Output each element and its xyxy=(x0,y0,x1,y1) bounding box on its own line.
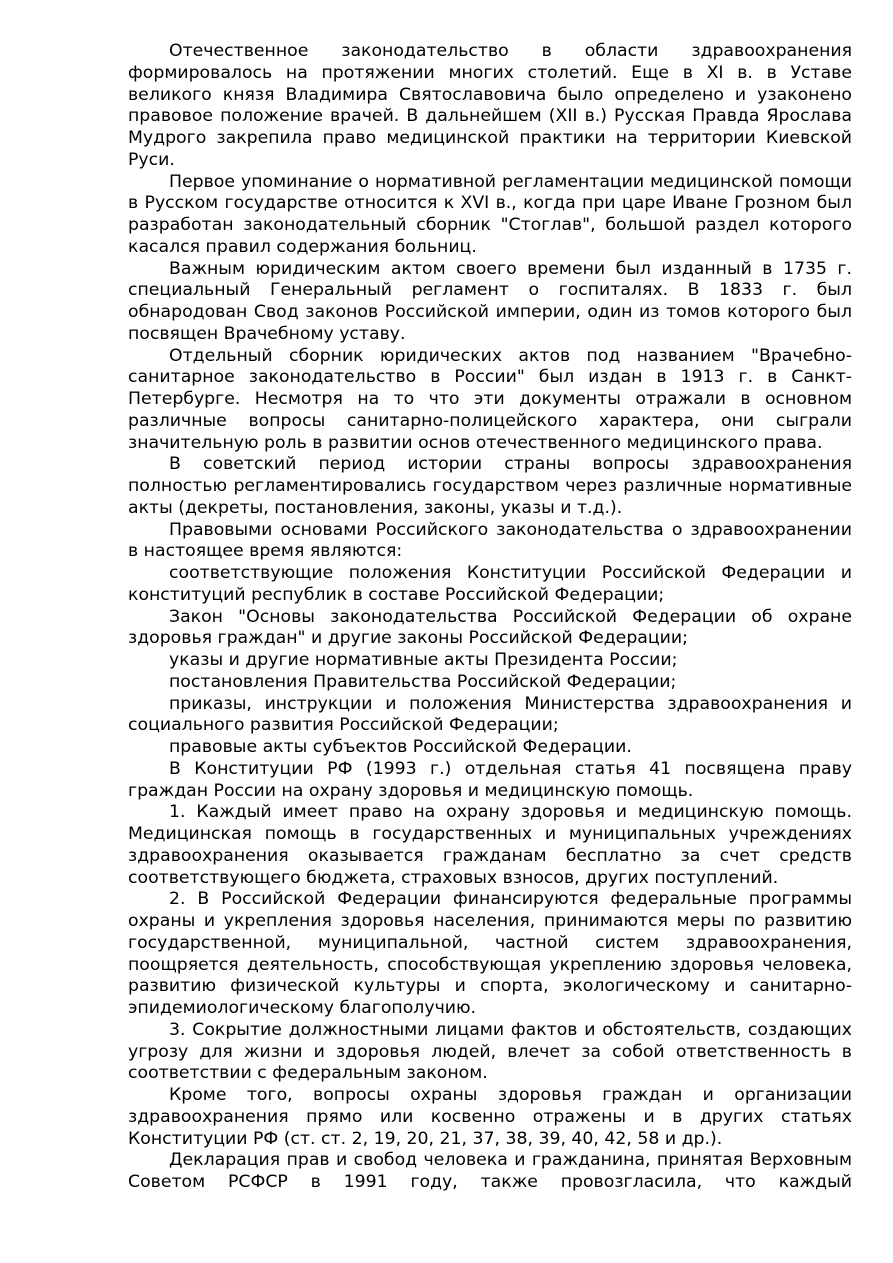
list-item-law-foundations: Закон "Основы законодательства Российской Федерации об охране здоровья граждан" и другие законы Российской Федерации; xyxy=(128,606,852,649)
list-item-regional-acts: правовые акты субъектов Российской Федерации. xyxy=(169,737,632,757)
paragraph-article-41-part-3: 3. Сокрытие должностными лицами фактов и обстоятельств, создающих угрозу для жизни и здоровья людей, влечет за собой ответственность в соответствии с федеральным законом. xyxy=(128,1019,852,1084)
list-item-ministry-orders: приказы, инструкции и положения Министерства здравоохранения и социального развития Российской Федерации; xyxy=(128,693,852,736)
list-item-constitution: соответствующие положения Конституции Российской Федерации и конституций республик в составе Российской Федерации; xyxy=(128,563,852,605)
paragraph-article-41-part-1: 1. Каждый имеет право на охрану здоровья и медицинскую помощь. Медицинская помощь в государственных и муниципальных учреждениях здравоохранения оказывается гражданам бесплатно за счет средств соответствующего бюджета, страховых взносов, других поступлений. xyxy=(128,802,852,888)
paragraph-general-regulation: Важным юридическим актом своего времени был изданный в 1735 г. специальный Генеральный регламент о госпиталях. В 1833 г. был обнародован Свод законов Российской империи, один из томов которого был посвящен Врачебному уставу. xyxy=(128,258,852,344)
list-item-government-resolutions: постановления Правительства Российской Федерации; xyxy=(169,671,677,692)
paragraph-article-41: В Конституции РФ (1993 г.) отдельная статья 41 посвящена праву граждан России на охрану здоровья и медицинскую помощь. xyxy=(128,758,852,801)
paragraph-other-articles: Кроме того, вопросы охраны здоровья граждан и организации здравоохранения прямо или косвенно отражены и в других статьях Конституции РФ (ст. ст. 2, 19, 20, 21, 37, 38, 39, 40, 42, 58 и др.). xyxy=(128,1085,852,1149)
paragraph-declaration: Декларация прав и свобод человека и гражданина, принятая Верховным Советом РСФСР в 1991 году, также провозгласила, что каждый xyxy=(128,1150,852,1192)
paragraph-article-41-part-2: 2. В Российской Федерации финансируются федеральные программы охраны и укрепления здоровья населения, принимаются меры по развитию государственной, муниципальной, частной систем здравоохранения, поощряется деятельность, способствующая укреплению здоровья человека, развитию физической культуры и спорта, экологическому и санитарно-эпидемиологическому благополучию. xyxy=(128,889,852,1018)
paragraph-history-intro: Отечественное законодательство в области здравоохранения формировалось на протяжении многих столетий. Еще в XI в. в Уставе великого князя Владимира Святославовича было определено и узаконено правовое положение врачей. В дальнейшем (XII в.) Русская Правда Ярослава Мудрого закрепила право медицинской практики на территории Киевской Руси. xyxy=(128,41,852,170)
paragraph-stoglav: Первое упоминание о нормативной регламентации медицинской помощи в Русском государстве относится к XVI в., когда при царе Иване Грозном был разработан законодательный сборник "Стоглав", большой раздел которого касался правил содержания больниц. xyxy=(128,171,852,257)
paragraph-sanitary-legislation: Отдельный сборник юридических актов под названием "Врачебно-санитарное законодательство в России" был издан в 1913 г. в Санкт-Петербурге. Несмотря на то что эти документы отражали в основном различные вопросы санитарно-полицейского характера, они сыграли значительную роль в развитии основ отечественного медицинского права. xyxy=(128,345,852,453)
list-item-presidential-decrees: указы и другие нормативные акты Президента России; xyxy=(169,650,678,670)
paragraph-legal-bases: Правовыми основами Российского законодательства о здравоохранении в настоящее время являются: xyxy=(128,519,852,562)
paragraph-soviet-period: В советский период истории страны вопросы здравоохранения полностью регламентировались государством через различные нормативные акты (декреты, постановления, законы, указы и т.д.). xyxy=(128,454,852,518)
